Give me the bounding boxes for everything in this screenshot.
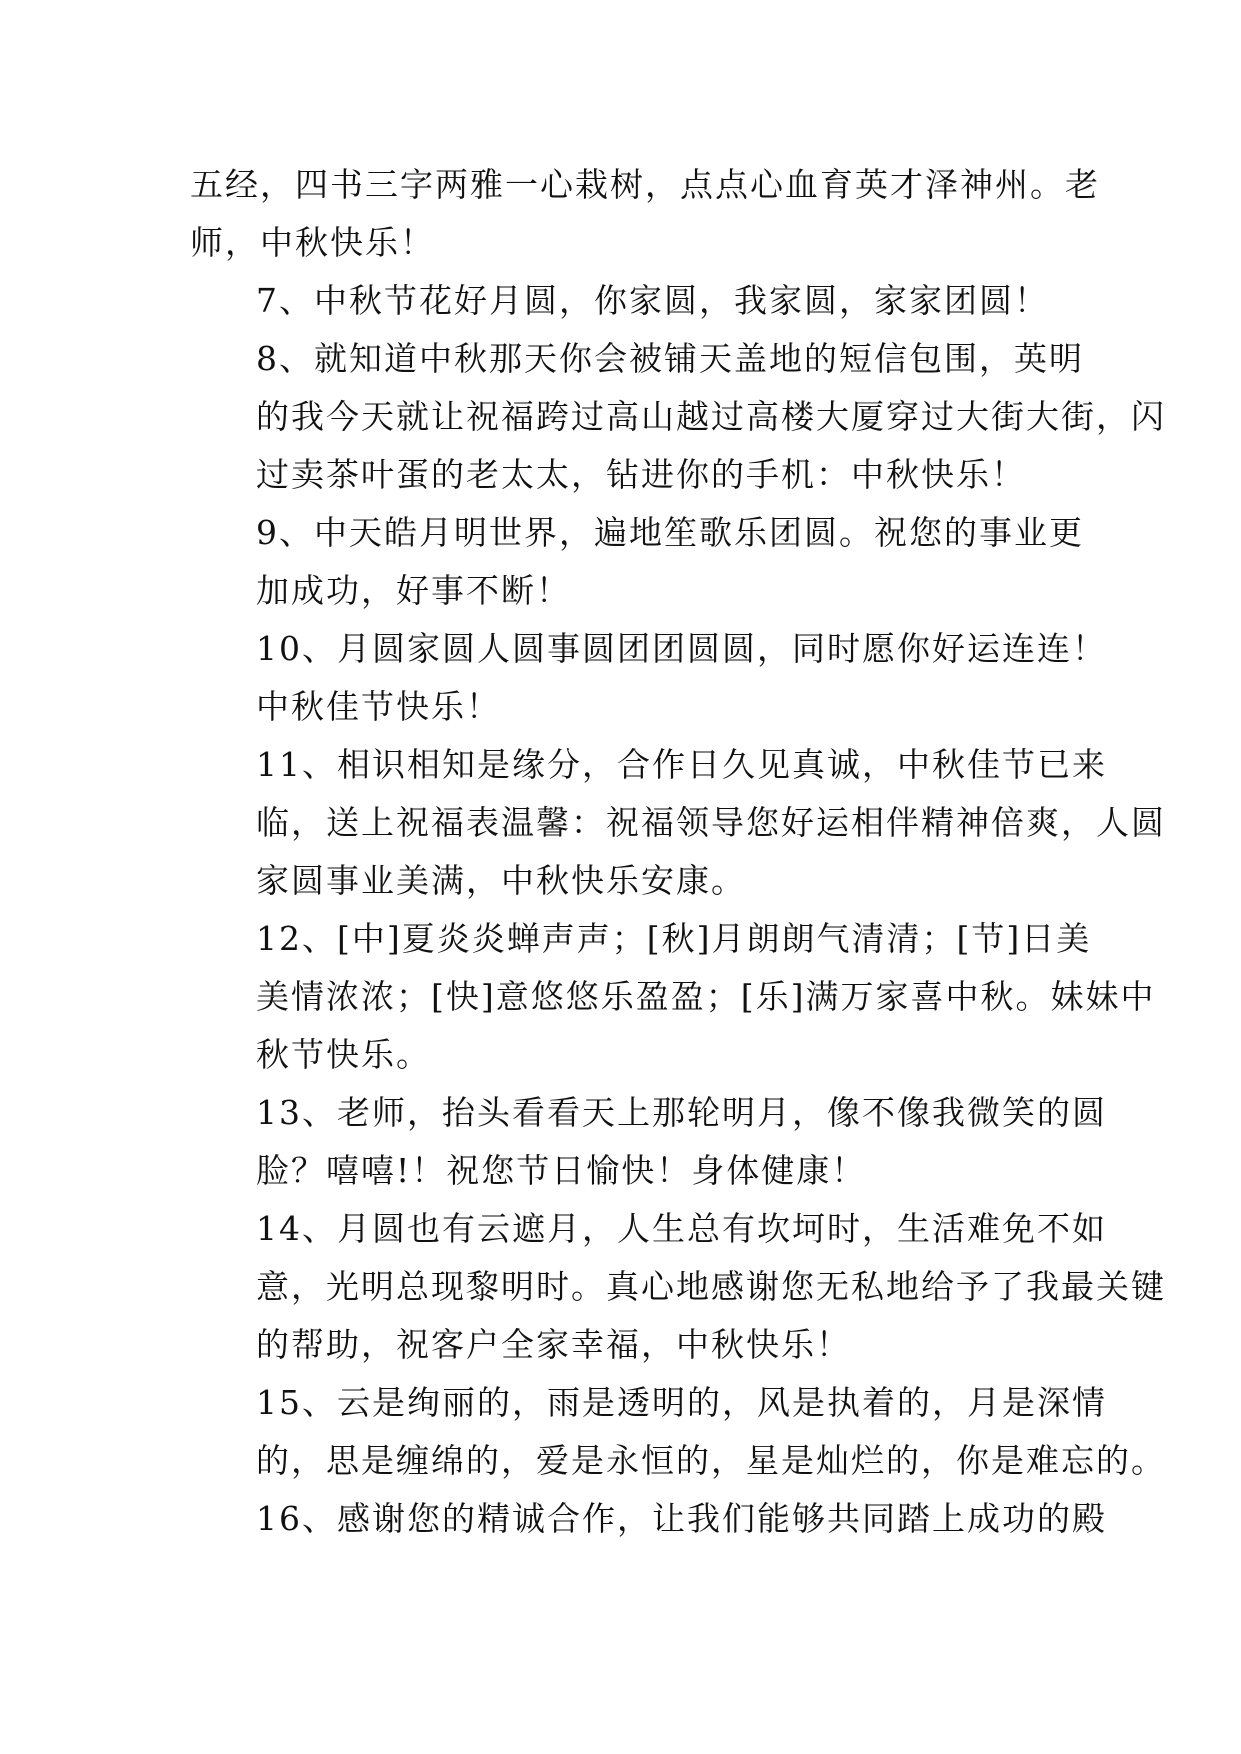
- text-line: 的，思是缠绵的，爱是永恒的，星是灿烂的，你是难忘的。: [256, 1441, 1166, 1480]
- text-line: 12、[中]夏炎炎蝉声声；[秋]月朗朗气清清；[节]日美: [256, 919, 1092, 958]
- paragraph: [190, 910, 1156, 1084]
- text-line: 16、感谢您的精诚合作，让我们能够共同踏上成功的殿: [256, 1499, 1107, 1538]
- paragraph: [190, 156, 1100, 272]
- text-line: 脸？嘻嘻!！祝您节日愉快！身体健康！: [256, 1151, 867, 1190]
- text-line: 家圆事业美满，中秋快乐安康。: [256, 861, 746, 900]
- paragraph: [190, 504, 1084, 620]
- paragraph: [190, 1200, 1166, 1374]
- text-line: 临，送上祝福表温馨：祝福领导您好运相伴精神倍爽，人圆: [256, 803, 1166, 842]
- paragraph: [190, 620, 1107, 736]
- document-body: [190, 156, 1166, 1548]
- paragraph: [190, 1490, 1107, 1548]
- paragraph: [190, 736, 1166, 910]
- text-line: 中秋佳节快乐！: [256, 687, 501, 726]
- text-line: 过卖茶叶蛋的老太太，钻进你的手机：中秋快乐！: [256, 455, 1026, 494]
- paragraph: [190, 330, 1166, 504]
- text-line: 师，中秋快乐！: [190, 223, 435, 262]
- text-line: 的帮助，祝客户全家幸福，中秋快乐！: [256, 1325, 851, 1364]
- text-line: 意，光明总现黎明时。真心地感谢您无私地给予了我最关键: [256, 1267, 1166, 1306]
- text-line: 五经，四书三字两雅一心栽树，点点心血育英才泽神州。老: [190, 165, 1100, 204]
- text-line: 7、中秋节花好月圆，你家圆，我家圆，家家团圆！: [256, 281, 1049, 320]
- paragraph: [190, 1084, 1107, 1200]
- text-line: 8、就知道中秋那天你会被铺天盖地的短信包围，英明: [256, 339, 1084, 378]
- paragraph: [190, 272, 1070, 330]
- text-line: 13、老师，抬头看看天上那轮明月，像不像我微笑的圆: [256, 1093, 1107, 1132]
- text-line: 秋节快乐。: [256, 1035, 431, 1074]
- text-line: 的我今天就让祝福跨过高山越过高楼大厦穿过大街大街，闪: [256, 397, 1166, 436]
- text-line: 9、中天皓月明世界，遍地笙歌乐团圆。祝您的事业更: [256, 513, 1084, 552]
- paragraph: [190, 1374, 1166, 1490]
- text-line: 15、云是绚丽的，雨是透明的，风是执着的，月是深情: [256, 1383, 1107, 1422]
- text-line: 14、月圆也有云遮月，人生总有坎坷时，生活难免不如: [256, 1209, 1107, 1248]
- text-line: 11、相识相知是缘分，合作日久见真诚，中秋佳节已来: [256, 745, 1107, 784]
- text-line: 10、月圆家圆人圆事圆团团圆圆，同时愿你好运连连！: [256, 629, 1107, 668]
- text-line: 加成功，好事不断！: [256, 571, 571, 610]
- text-line: 美情浓浓；[快]意悠悠乐盈盈；[乐]满万家喜中秋。妹妹中: [256, 977, 1156, 1016]
